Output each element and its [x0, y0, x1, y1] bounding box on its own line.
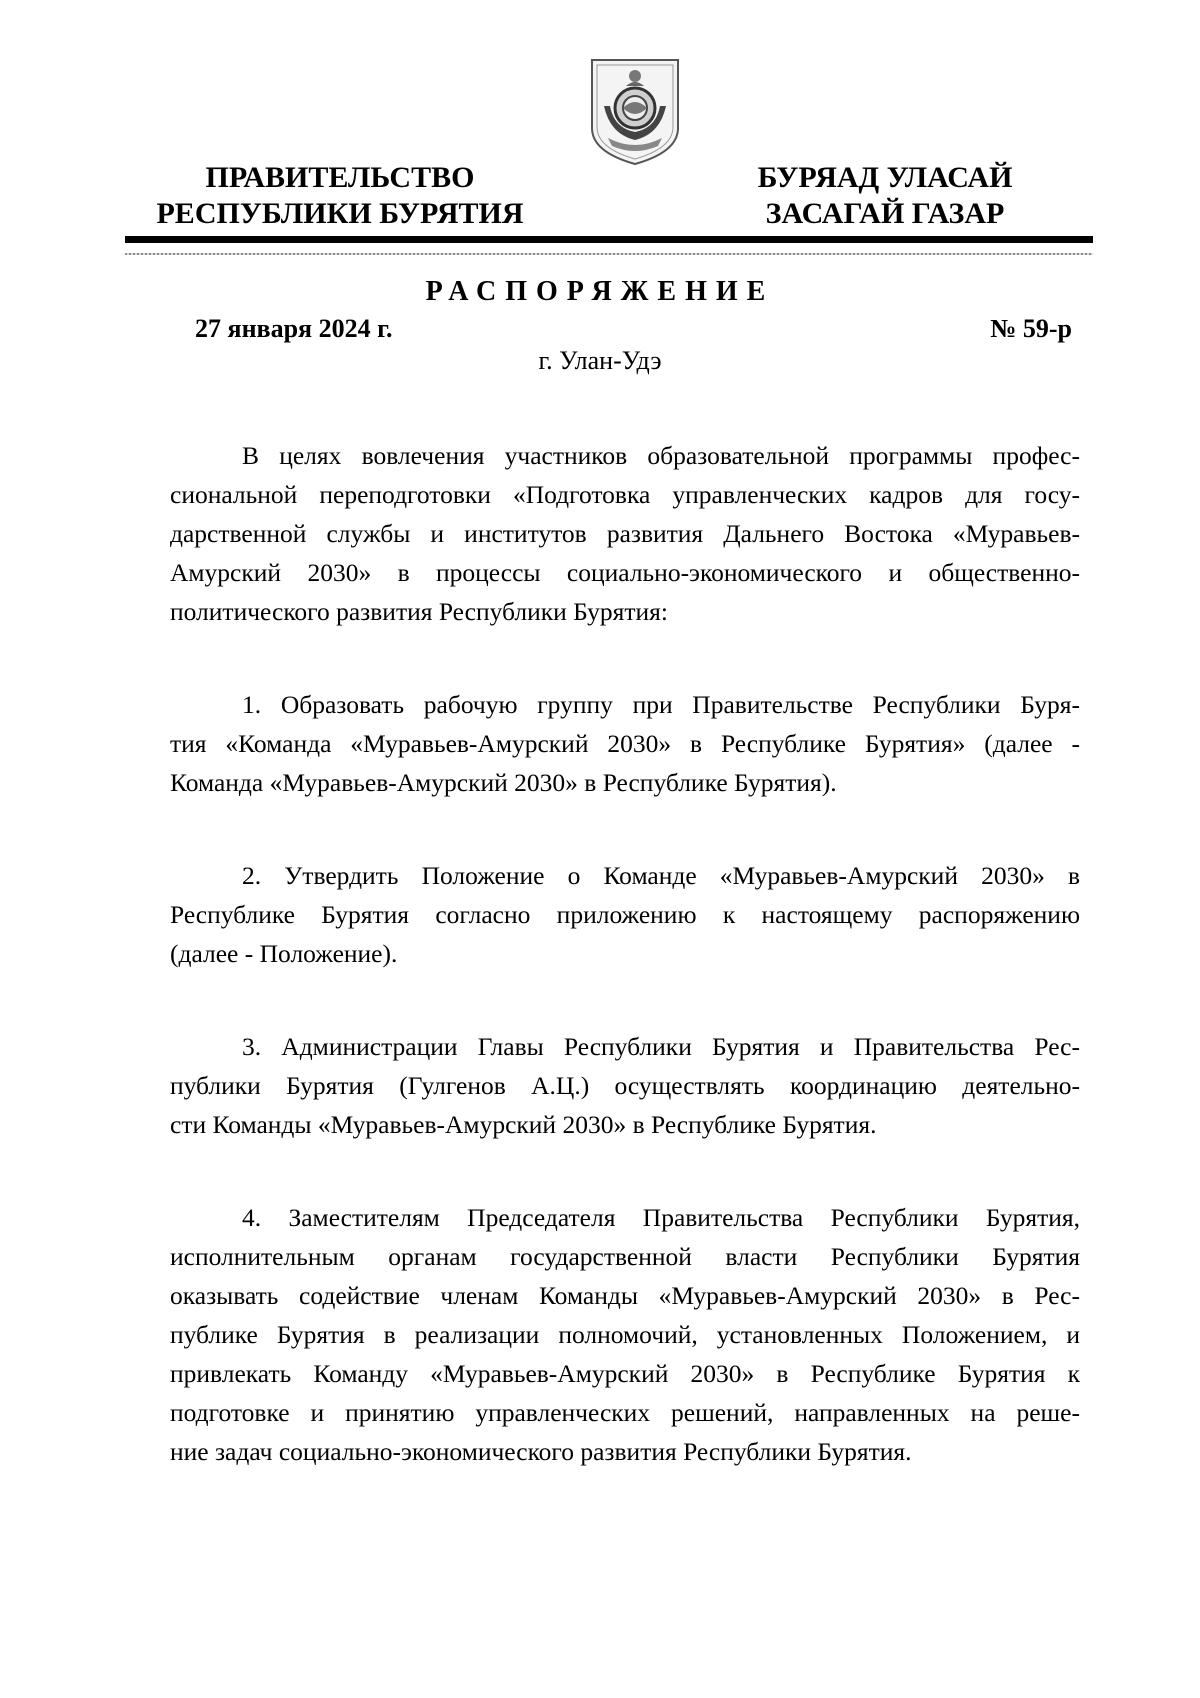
paragraph-line: 1. Образовать рабочую группу при Правительстве Республики Буря-	[242, 690, 1080, 719]
paragraph-line: Амурский 2030» в процессы социально-экономического и общественно-	[170, 558, 1080, 587]
org-name-buryat-line-1: БУРЯАД УЛАСАЙ	[757, 161, 1013, 194]
paragraph-line: В целях вовлечения участников образовательной программы профес-	[242, 441, 1080, 470]
body-paragraph	[170, 856, 1080, 973]
coat-of-arms-icon	[588, 56, 682, 168]
document-city: г. Улан-Удэ	[538, 346, 662, 375]
body-paragraph	[170, 1198, 1080, 1471]
paragraph-line: сти Команды «Муравьев-Амурский 2030» в Республике Бурятия.	[170, 1110, 877, 1139]
paragraph-line: 4. Заместителям Председателя Правительства Республики Бурятия,	[242, 1203, 1080, 1232]
paragraph-line: привлекать Команду «Муравьев-Амурский 2030» в Республике Бурятия к	[170, 1359, 1080, 1388]
paragraph-line: сиональной переподготовки «Подготовка управленческих кадров для госу-	[170, 480, 1080, 509]
body-paragraph	[170, 685, 1080, 802]
org-name-russian-line-2: РЕСПУБЛИКИ БУРЯТИЯ	[156, 197, 524, 230]
document-date: 27 января 2024 г.	[195, 314, 393, 343]
org-name-buryat-line-2: ЗАСАГАЙ ГАЗАР	[765, 197, 1005, 230]
org-name-buryat	[735, 160, 1035, 232]
body-paragraph	[170, 436, 1080, 631]
org-name-russian-line-1: ПРАВИТЕЛЬСТВО	[205, 161, 475, 194]
paragraph-line: 2. Утвердить Положение о Команде «Муравьев-Амурский 2030» в	[242, 861, 1080, 890]
paragraph-line: ние задач социально-экономического развития Республики Бурятия.	[170, 1437, 912, 1466]
paragraph-line: политического развития Республики Бурятия:	[170, 597, 668, 626]
paragraph-line: тия «Команда «Муравьев-Амурский 2030» в Республике Бурятия» (далее -	[170, 729, 1080, 758]
document-body	[170, 436, 1080, 1525]
paragraph-line: (далее - Положение).	[170, 939, 398, 968]
paragraph-line: публике Бурятия в реализации полномочий, установленных Положением, и	[170, 1320, 1080, 1349]
document-type-title: РАСПОРЯЖЕНИЕ	[425, 276, 775, 307]
header-divider-thick	[125, 236, 1093, 243]
paragraph-line: оказывать содействие членам Команды «Муравьев-Амурский 2030» в Рес-	[170, 1281, 1080, 1310]
document-number: № 59-р	[990, 314, 1072, 343]
paragraph-line: дарственной службы и институтов развития Дальнего Востока «Муравьев-	[170, 519, 1080, 548]
paragraph-line: подготовке и принятию управленческих решений, направленных на реше-	[170, 1398, 1080, 1427]
paragraph-line: Республике Бурятия согласно приложению к настоящему распоряжению	[170, 900, 1080, 929]
paragraph-line: 3. Администрации Главы Республики Бурятия и Правительства Рес-	[242, 1032, 1080, 1061]
org-name-russian	[140, 160, 540, 232]
paragraph-line: публики Бурятия (Гулгенов А.Ц.) осуществлять координацию деятельно-	[170, 1071, 1080, 1100]
paragraph-line: Команда «Муравьев-Амурский 2030» в Республике Бурятия).	[170, 768, 837, 797]
paragraph-line: исполнительным органам государственной власти Республики Бурятия	[170, 1242, 1080, 1271]
body-paragraph	[170, 1027, 1080, 1144]
header-divider-thin	[125, 253, 1093, 255]
